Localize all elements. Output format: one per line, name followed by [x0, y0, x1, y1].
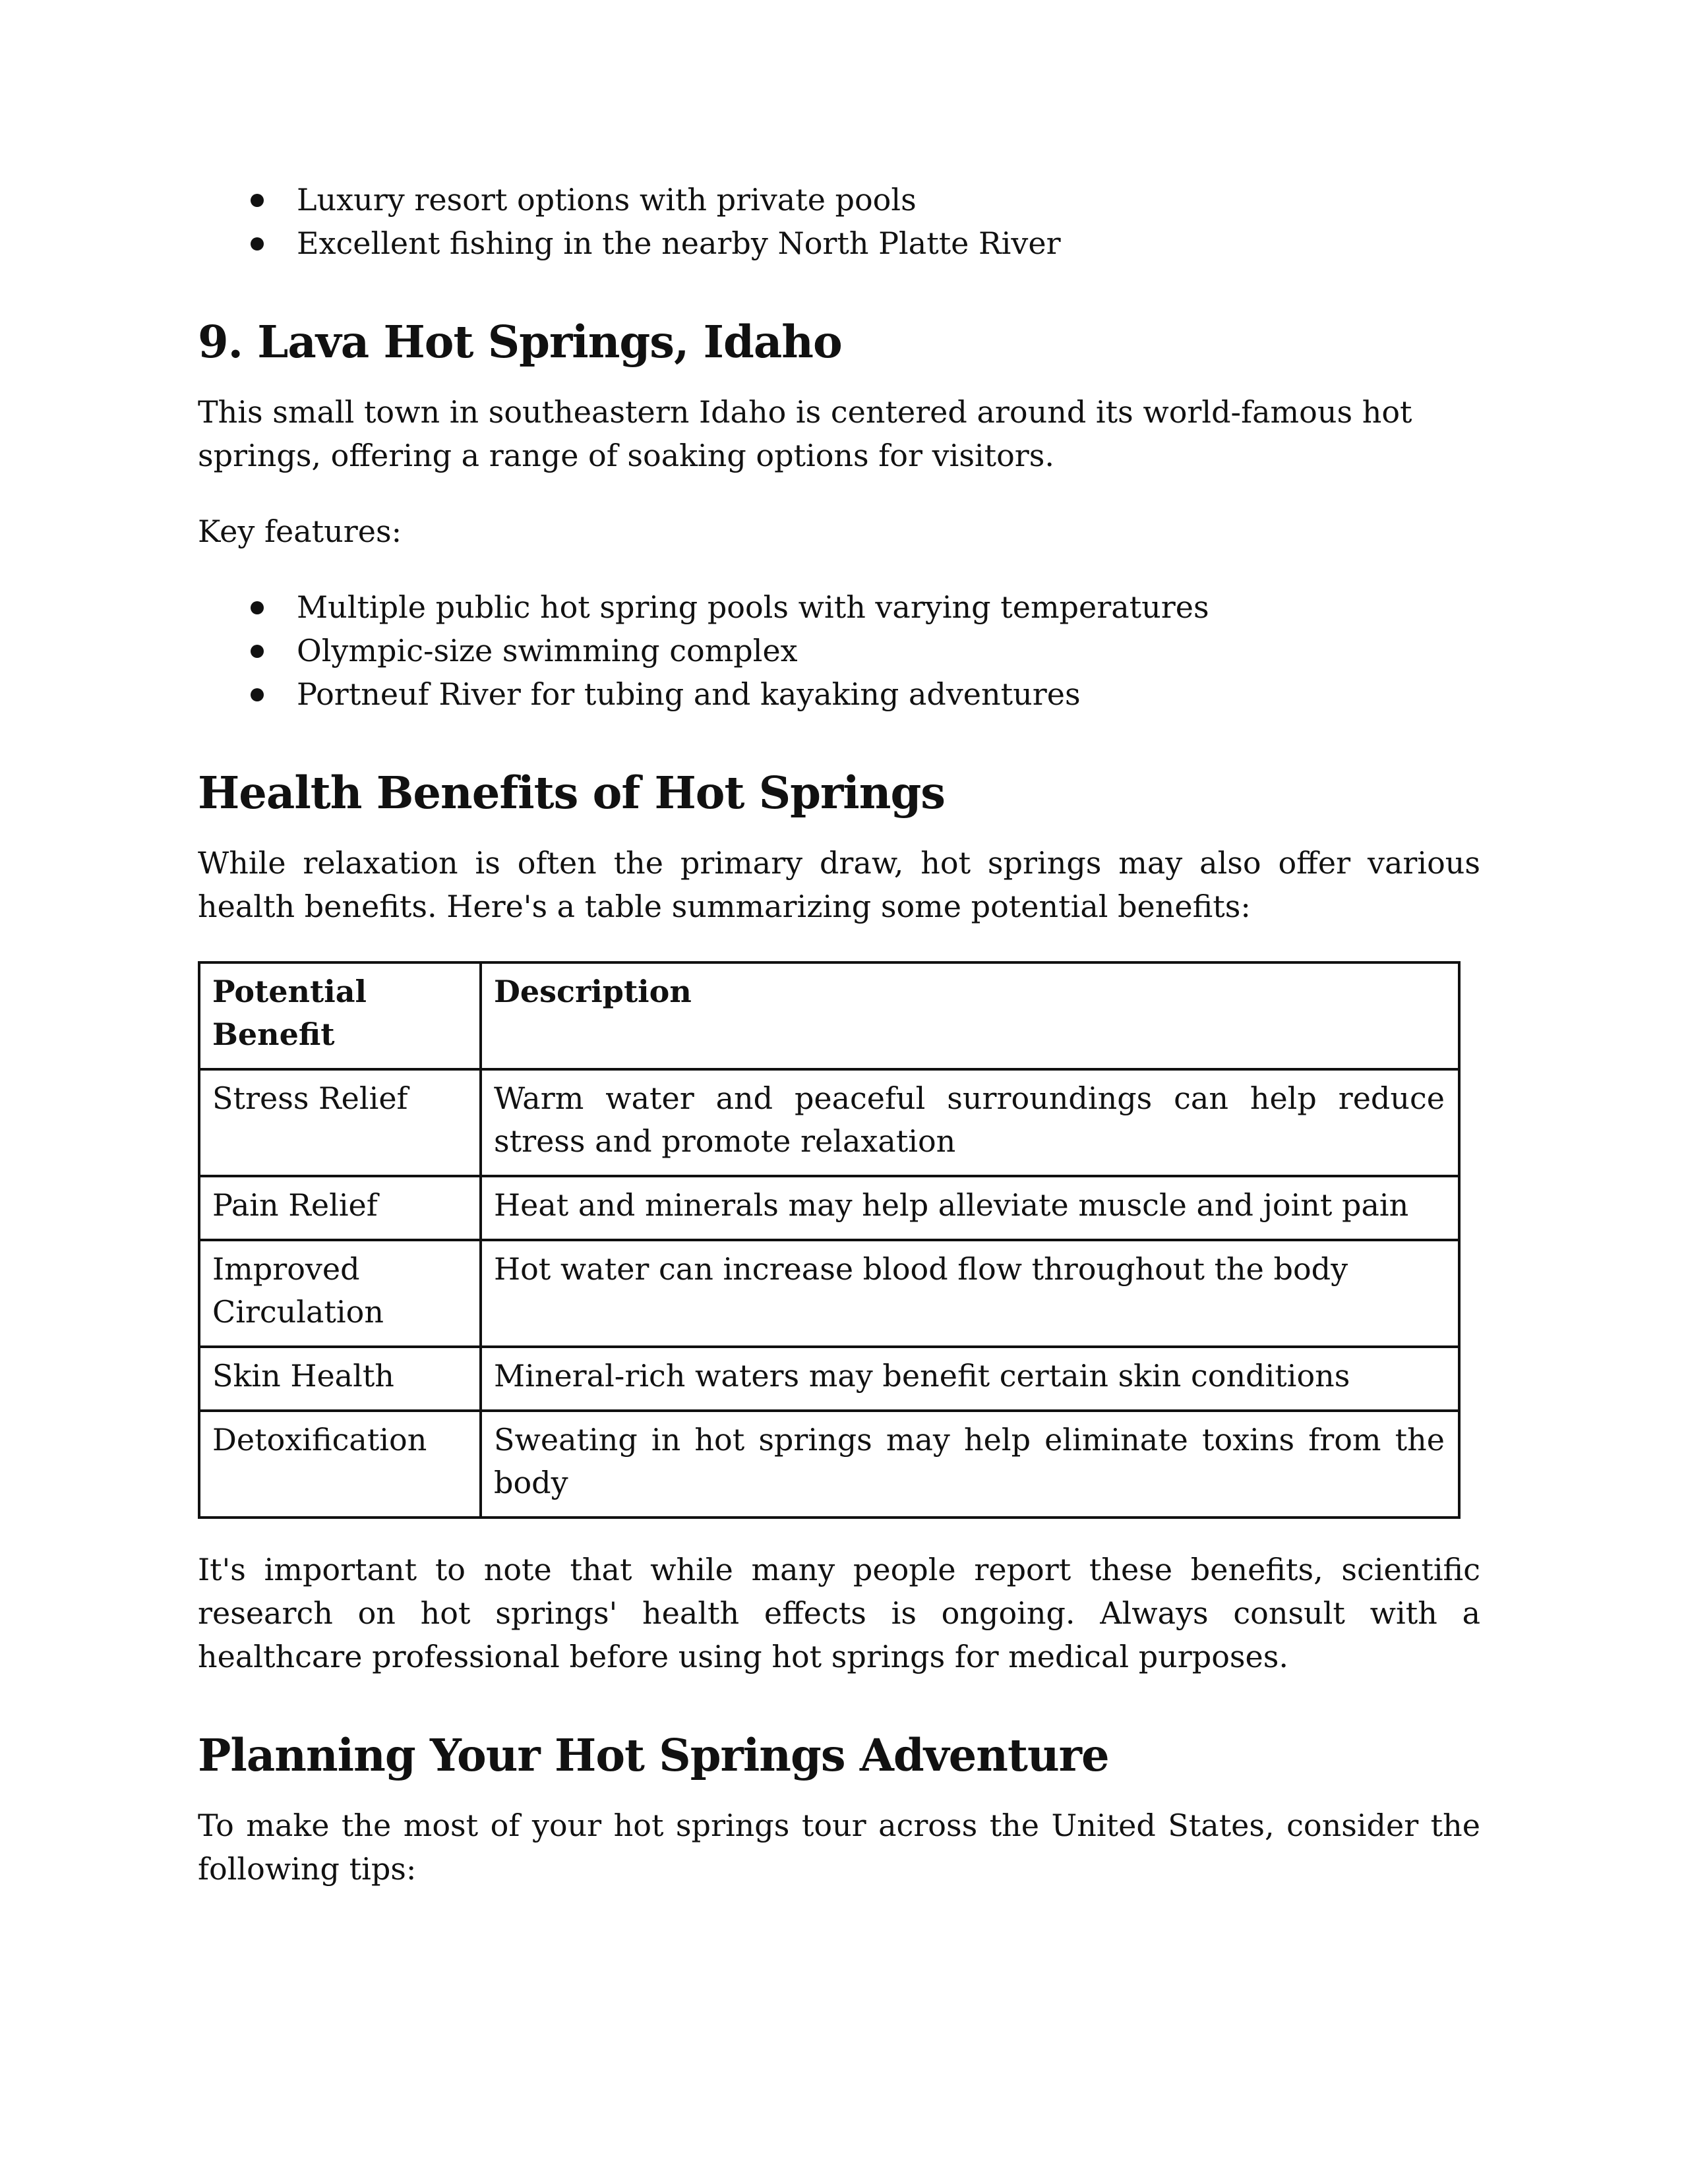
section-heading-planning: Planning Your Hot Springs Adventure: [198, 1729, 1109, 1781]
list-item-text: Multiple public hot spring pools with varying temperatures: [297, 589, 1209, 625]
bullet-icon: [251, 645, 264, 658]
table-row: [199, 1069, 1459, 1176]
health-intro-paragraph: While relaxation is often the primary draw, hot springs may also offer various health benefits. Here's a table summarizing some potential benefits:: [198, 845, 1480, 924]
table-cell-benefit: Skin Health: [199, 1347, 481, 1411]
list-item-text: Olympic-size swimming complex: [297, 633, 798, 668]
document-page: [198, 178, 1480, 1891]
lava-intro-paragraph: This small town in southeastern Idaho is centered around its world-famous hot springs, offering a range of soaking options for visitors.: [198, 394, 1412, 473]
bullet-icon: [251, 194, 264, 207]
table-cell-description: Heat and minerals may help alleviate muscle and joint pain: [481, 1176, 1459, 1240]
section-heading-lava-hot-springs: 9. Lava Hot Springs, Idaho: [198, 316, 842, 368]
health-benefits-table: [198, 961, 1461, 1519]
bullet-icon: [251, 601, 264, 614]
table-header-row: [199, 962, 1459, 1069]
bullet-icon: [251, 237, 264, 251]
list-item: [198, 672, 1480, 716]
table-cell-benefit: Pain Relief: [199, 1176, 481, 1240]
table-row: [199, 1347, 1459, 1411]
table-cell-benefit: Stress Relief: [199, 1069, 481, 1176]
health-note-paragraph: It's important to note that while many people report these benefits, scientific research on hot springs' health effects is ongoing. Always consult with a healthcare professional before using hot springs for medical purposes.: [198, 1552, 1480, 1674]
table-row: [199, 1176, 1459, 1240]
planning-intro-paragraph: To make the most of your hot springs tour across the United States, consider the following tips:: [198, 1808, 1480, 1887]
list-item-text: Portneuf River for tubing and kayaking adventures: [297, 676, 1081, 712]
table-row: [199, 1240, 1459, 1347]
table-cell-description: Sweating in hot springs may help eliminate toxins from the body: [481, 1411, 1459, 1518]
list-item: [198, 178, 1480, 221]
list-item: [198, 221, 1480, 265]
table-cell-benefit: Detoxification: [199, 1411, 481, 1518]
list-item: [198, 629, 1480, 672]
table-cell-description: Hot water can increase blood flow throughout the body: [481, 1240, 1459, 1347]
table-cell-benefit: Improved Circulation: [199, 1240, 481, 1347]
table-header-potential-benefit: Potential Benefit: [199, 962, 481, 1069]
table-row: [199, 1411, 1459, 1518]
table-header-description: Description: [481, 962, 1459, 1069]
list-item: [198, 585, 1480, 629]
top-bullet-list: [198, 178, 1480, 265]
table-cell-description: Mineral-rich waters may benefit certain skin conditions: [481, 1347, 1459, 1411]
lava-features-list: [198, 585, 1480, 716]
table-cell-description: Warm water and peaceful surroundings can help reduce stress and promote relaxation: [481, 1069, 1459, 1176]
bullet-icon: [251, 688, 264, 701]
section-heading-health-benefits: Health Benefits of Hot Springs: [198, 767, 946, 819]
list-item-text: Excellent fishing in the nearby North Platte River: [297, 225, 1061, 261]
key-features-label: Key features:: [198, 514, 402, 549]
list-item-text: Luxury resort options with private pools: [297, 182, 917, 218]
